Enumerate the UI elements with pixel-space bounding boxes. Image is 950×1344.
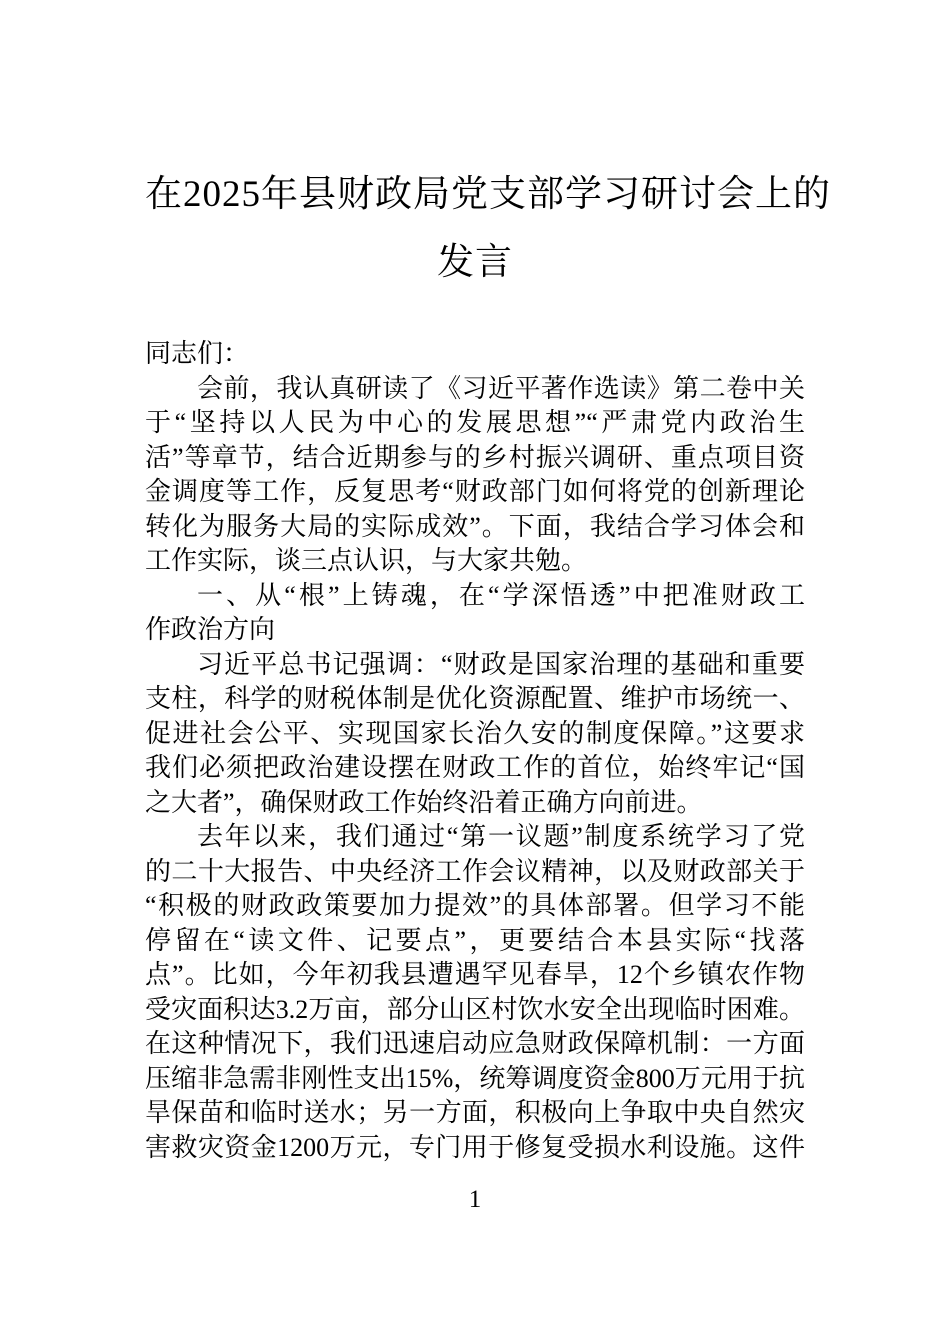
doc-line: 工作实际，谈三点认识，与大家共勉。: [145, 546, 588, 575]
doc-line: 之大者”，确保财政工作始终沿着正确方向前进。: [145, 787, 703, 817]
doc-line: 习近平总书记强调：“财政是国家治理的基础和重要: [197, 649, 805, 679]
document-body: [145, 337, 805, 1165]
doc-line: 去年以来，我们通过“第一议题”制度系统学习了党: [197, 822, 805, 851]
doc-line-section-heading: 作政治方向: [145, 615, 276, 644]
title-line: 发言: [437, 242, 513, 283]
doc-line: 转化为服务大局的实际成效”。下面，我结合学习体会和: [145, 511, 805, 541]
doc-line-section-heading: 一、从“根”上铸魂，在“学深悟透”中把准财政工: [197, 580, 805, 610]
doc-line: 支柱，科学的财税体制是优化资源配置、维护市场统一、: [145, 684, 805, 713]
doc-line: 活”等章节，结合近期参与的乡村振兴调研、重点项目资: [145, 442, 805, 472]
doc-line: 害救灾资金1200万元，专门用于修复受损水利设施。这件: [145, 1132, 805, 1162]
doc-line-salutation: 同志们：: [145, 339, 250, 368]
doc-line: 受灾面积达3.2万亩，部分山区村饮水安全出现临时困难。: [145, 994, 805, 1024]
document-title: [145, 161, 831, 297]
doc-line: 旱保苗和临时送水；另一方面，积极向上争取中央自然灾: [145, 1098, 805, 1127]
doc-line: 金调度等工作，反复思考“财政部门如何将党的创新理论: [145, 477, 805, 506]
doc-line: “积极的财政政策要加力提效”的具体部署。但学习不能: [145, 891, 805, 920]
doc-line: 在这种情况下，我们迅速启动应急财政保障机制：一方面: [145, 1029, 805, 1058]
doc-line: 我们必须把政治建设摆在财政工作的首位，始终牢记“国: [145, 753, 805, 782]
title-line: 在2025年县财政局党支部学习研讨会上的: [145, 174, 831, 215]
doc-line: 点”。比如，今年初我县遭遇罕见春旱，12个乡镇农作物: [145, 960, 805, 989]
doc-line: 于“坚持以人民为中心的发展思想”“严肃党内政治生: [145, 408, 805, 437]
doc-line: 压缩非急需非刚性支出15%，统筹调度资金800万元用于抗: [145, 1063, 805, 1093]
doc-line: 促进社会公平、实现国家长治久安的制度保障。”这要求: [145, 718, 805, 748]
page-number: 1: [468, 1186, 482, 1213]
doc-line: 的二十大报告、中央经济工作会议精神，以及财政部关于: [145, 856, 805, 886]
doc-line: 停留在“读文件、记要点”，更要结合本县实际“找落: [145, 925, 805, 955]
doc-line: 会前，我认真研读了《习近平著作选读》第二卷中关: [197, 373, 805, 403]
